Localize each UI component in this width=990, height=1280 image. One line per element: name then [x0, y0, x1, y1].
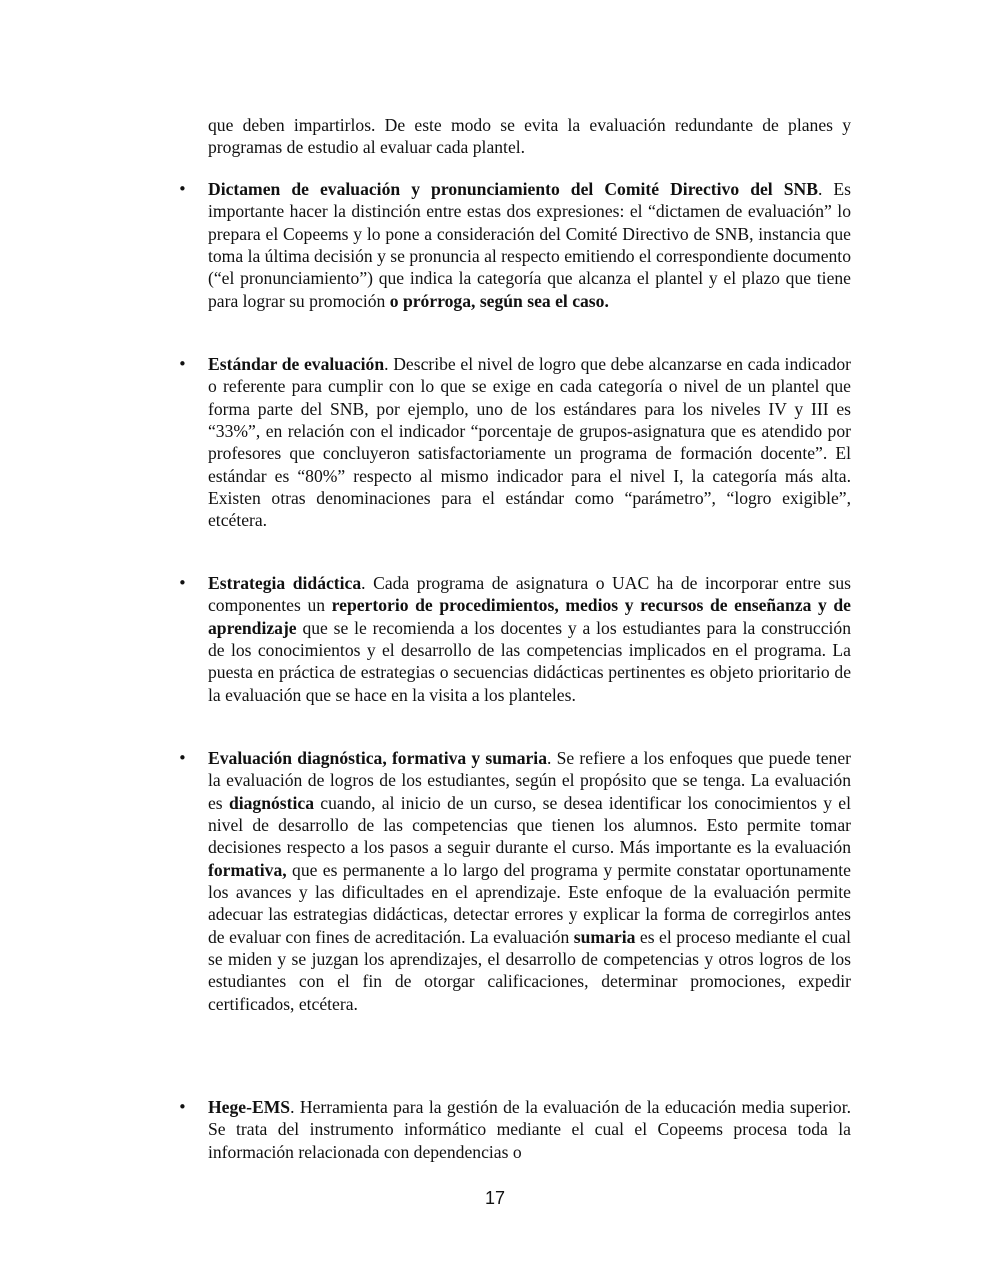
definition-body: . Es importante hacer la distinción entre estas dos expresiones: el “dictamen de evaluación” lo prepara el Copeems y lo pone a consideración del Comité Directivo de SNB, instancia que toma la última decisión y se pronuncia al respecto emitiendo el correspondiente documento (“el pronunciamiento”) que indica la categoría que alcanza el plantel y el plazo que tiene para lograr su promoción	[208, 179, 851, 311]
emphasis-text: sumaria	[573, 926, 636, 947]
bullet-icon: •	[178, 574, 187, 592]
definition-body: . Se refiere a los enfoques que puede tener la evaluación de logros de los estudiantes, según el propósito que se tenga. La evaluación es	[208, 748, 851, 813]
definition-dictamen	[208, 178, 851, 312]
definition-hege-ems	[208, 1096, 851, 1163]
bullet-icon: •	[178, 1098, 187, 1116]
emphasis-text: repertorio de procedimientos, medios y recursos de enseñanza y de aprendizaje	[208, 595, 851, 638]
term-evaluacion: Evaluación diagnóstica, formativa y sumaria	[208, 748, 547, 768]
term-estrategia: Estrategia didáctica	[208, 573, 362, 593]
bullet-icon: •	[178, 180, 187, 198]
intro-text: que deben impartirlos. De este modo se evita la evaluación redundante de planes y programas de estudio al evaluar cada plantel.	[208, 115, 851, 158]
bullet-icon: •	[178, 355, 187, 373]
term-estandar: Estándar de evaluación	[208, 354, 385, 374]
definition-body: . Cada programa de asignatura o UAC ha de incorporar entre sus componentes un	[208, 573, 851, 616]
definition-body: que es permanente a lo largo del programa y permite constatar oportunamente los avances y las dificultades en el aprendizaje. Este enfoque de la evaluación permite adecuar las estrategias didácticas, detectar errores y explicar la forma de corregirlos antes de evaluar con fines de acreditación. La evaluación	[208, 859, 851, 947]
definition-estrategia	[208, 572, 851, 706]
definition-body: que se le recomienda a los docentes y a los estudiantes para la construcción de los conocimientos y el desarrollo de las competencias implicados en el programa. La puesta en práctica de estrategias o secuencias didácticas pertinentes es objeto prioritario de la evaluación que se hace en la visita a los planteles.	[208, 617, 851, 705]
definition-body: es el proceso mediante el cual se miden y se juzgan los aprendizajes, el desarrollo de competencias y otros logros de los estudiantes con el fin de otorgar calificaciones, determinar promociones, expedir certificados, etcétera.	[208, 926, 851, 1014]
emphasis-text: formativa,	[208, 859, 287, 880]
definition-body: . Herramienta para la gestión de la evaluación de la educación media superior. Se trata del instrumento informático mediante el cual el Copeems procesa toda la información relacionada con dependencias o	[208, 1097, 851, 1162]
term-hege-ems: Hege-EMS	[208, 1097, 291, 1117]
term-dictamen: Dictamen de evaluación y pronunciamiento del Comité Directivo del SNB	[208, 179, 818, 199]
intro-paragraph	[208, 114, 851, 159]
definition-evaluacion	[208, 747, 851, 1015]
emphasis-text: diagnóstica	[228, 792, 314, 813]
definition-body: cuando, al inicio de un curso, se desea identificar los conocimientos y el nivel de desarrollo de las competencias que tienen los alumnos. Esto permite tomar decisiones respecto a los pasos a seguir durante el curso. Más importante es la evaluación	[208, 792, 851, 858]
page-number: 17	[484, 1188, 506, 1208]
definition-body: . Describe el nivel de logro que debe alcanzarse en cada indicador o referente para cumplir con lo que se exige en cada categoría o nivel de un plantel que forma parte del SNB, por ejemplo, uno de los estándares para los niveles IV y III es “33%”, en relación con el indicador “porcentaje de grupos-asignatura que es atendido por profesores que concluyeron satisfactoriamente un programa de formación docente”. El estándar es “80%” respecto al mismo indicador para el nivel I, la categoría más alta. Existen otras denominaciones para el estándar como “parámetro”, “logro exigible”, etcétera.	[208, 354, 851, 531]
bullet-icon: •	[178, 749, 187, 767]
definition-estandar	[208, 353, 851, 532]
emphasis-text: o prórroga, según sea el caso.	[389, 290, 609, 311]
